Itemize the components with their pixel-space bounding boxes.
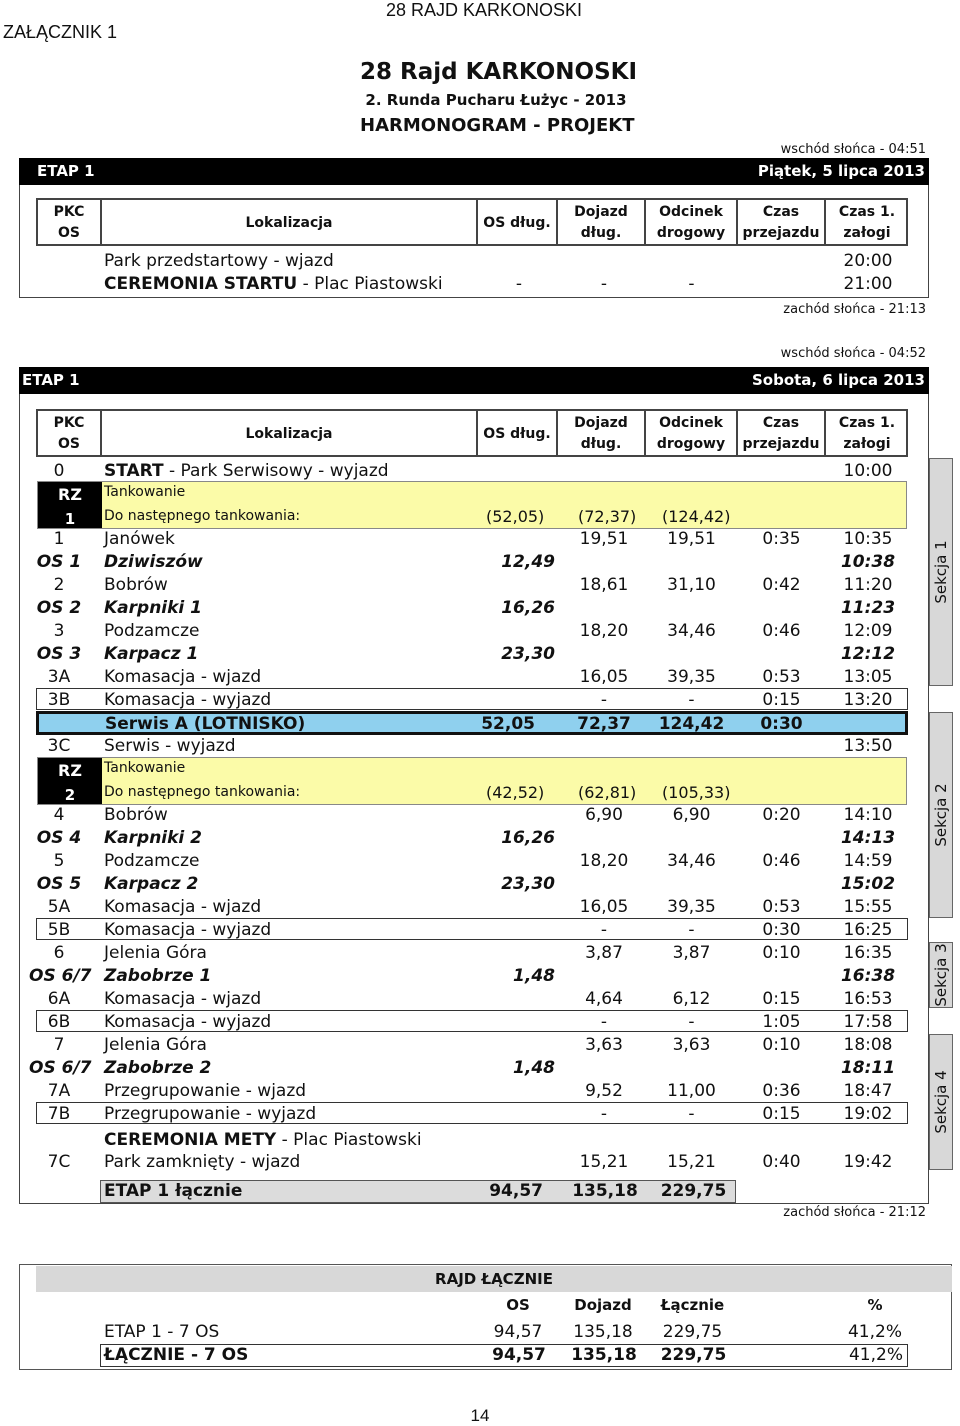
row-time: 19:02 xyxy=(843,1104,893,1124)
summary-header xyxy=(0,1296,960,1318)
row-pkc: 3C xyxy=(47,736,71,756)
col-location: Lokalizacja xyxy=(245,215,333,231)
refuel-zone-2 xyxy=(37,757,907,805)
special-stage-row xyxy=(19,596,929,619)
table-row xyxy=(19,803,929,826)
row-travel-time: 0:15 xyxy=(762,989,801,1009)
row-location: Komasacja - wyjazd xyxy=(104,690,272,710)
row-pkc: 7 xyxy=(53,1035,65,1055)
row-odcinek: 15,21 xyxy=(667,1152,716,1172)
row-pkc: OS 1 xyxy=(36,552,82,572)
col-odcinek-2: drogowy xyxy=(656,436,726,452)
row-odcinek: 34,46 xyxy=(667,851,716,871)
row-pkc: 3A xyxy=(47,667,71,687)
special-stage-row xyxy=(19,964,929,987)
section-tab-1: Sekcja 1 xyxy=(929,458,953,686)
refuel-os: (52,05) xyxy=(486,507,545,526)
col-czas1-2: załogi xyxy=(843,436,891,452)
col-os-length: OS dług. xyxy=(483,215,551,231)
row-location: Dziwiszów xyxy=(104,552,203,572)
start-row xyxy=(19,459,929,482)
summary-row xyxy=(0,1322,960,1344)
row-pkc: OS 2 xyxy=(36,598,82,618)
table-row xyxy=(19,1079,929,1102)
summary-row-os: 94,57 xyxy=(493,1322,543,1342)
col-czas1: Czas 1. xyxy=(838,415,896,431)
total-label: ETAP 1 łącznie xyxy=(104,1181,243,1201)
row-pkc: 5A xyxy=(47,897,71,917)
row-odcinek: 6,90 xyxy=(672,805,711,825)
row-location: Jelenia Góra xyxy=(104,1035,207,1055)
row-time: 18:47 xyxy=(843,1081,893,1101)
row-location: Bobrów xyxy=(104,575,168,595)
row-pkc: 2 xyxy=(53,575,65,595)
col-czas1: Czas 1. xyxy=(838,204,896,220)
row-time: 18:11 xyxy=(840,1058,896,1078)
row-location: Komasacja - wyjazd xyxy=(104,920,272,940)
col-czas-2: przejazdu xyxy=(742,225,820,241)
service-os: 52,05 xyxy=(481,714,535,734)
row-time: 14:10 xyxy=(843,805,893,825)
etap-total-row xyxy=(100,1180,736,1203)
row-location: Komasacja - wjazd xyxy=(104,667,262,687)
row-location: Komasacja - wjazd xyxy=(104,897,262,917)
row-location: Serwis - wyjazd xyxy=(104,736,236,756)
document-type: HARMONOGRAM - PROJEKT xyxy=(360,115,635,136)
row-time: 11:20 xyxy=(843,575,893,595)
row-time: 16:53 xyxy=(843,989,893,1009)
row-dojazd: 18,61 xyxy=(579,575,629,595)
row-time: 19:42 xyxy=(843,1152,893,1172)
total-odcinek: 229,75 xyxy=(660,1181,727,1201)
section-tab-2: Sekcja 2 xyxy=(929,712,953,918)
row-os: 12,49 xyxy=(501,552,555,572)
table-row xyxy=(19,249,929,272)
refuel-badge: RZ 1 xyxy=(38,482,102,528)
row-time: 18:08 xyxy=(843,1035,893,1055)
row-dojazd: 3,87 xyxy=(585,943,623,963)
col-os: OS xyxy=(58,225,80,241)
row-odcinek: 39,35 xyxy=(667,667,716,687)
table-row xyxy=(19,849,929,872)
row-pkc: 6 xyxy=(53,943,65,963)
column-header-day2 xyxy=(36,409,908,457)
row-odcinek: 19,51 xyxy=(667,529,716,549)
row-travel-time: 0:10 xyxy=(762,1035,801,1055)
table-row xyxy=(19,1033,929,1056)
row-location: CEREMONIA STARTU - Plac Piastowski xyxy=(104,274,443,294)
row-os: 16,26 xyxy=(501,598,555,618)
row-odcinek: 39,35 xyxy=(667,897,716,917)
row-time: 15:02 xyxy=(840,874,896,894)
col-odcinek: Odcinek xyxy=(659,415,723,431)
service-row xyxy=(36,711,908,735)
summary-row-label: ETAP 1 - 7 OS xyxy=(104,1322,220,1342)
table-row xyxy=(19,918,929,941)
row-os: 23,30 xyxy=(501,644,555,664)
sunrise-day1: wschód słońca - 04:51 xyxy=(780,142,926,157)
row-time: 21:00 xyxy=(843,274,893,294)
row-travel-time: 0:15 xyxy=(762,690,801,710)
table-row xyxy=(19,1150,929,1173)
row-time: 10:00 xyxy=(843,461,893,481)
row-time: 12:09 xyxy=(843,621,893,641)
page-title: 28 Rajd KARKONOSKI xyxy=(360,59,638,85)
special-stage-row xyxy=(19,826,929,849)
row-odcinek: - xyxy=(688,920,695,940)
table-row xyxy=(19,527,929,550)
col-czas1-2: załogi xyxy=(843,225,891,241)
row-pkc: OS 6/7 xyxy=(29,1058,92,1078)
row-travel-time: 0:53 xyxy=(762,667,801,687)
row-travel-time: 0:35 xyxy=(762,529,801,549)
section-tab-3: Sekcja 3 xyxy=(929,942,953,1008)
etap-bar-day1 xyxy=(19,158,929,185)
sunset-day2: zachód słońca - 21:12 xyxy=(783,1205,926,1220)
etap-date: Sobota, 6 lipca 2013 xyxy=(751,371,925,389)
summary-col-total: Łącznie xyxy=(660,1296,725,1314)
row-os: 1,48 xyxy=(513,966,555,986)
summary-row-os: 94,57 xyxy=(492,1345,546,1365)
row-pkc: 6B xyxy=(47,1012,71,1032)
row-travel-time: 0:15 xyxy=(762,1104,801,1124)
row-odcinek: 11,00 xyxy=(667,1081,716,1101)
col-czas-2: przejazdu xyxy=(742,436,820,452)
row-os: 23,30 xyxy=(501,874,555,894)
row-pkc: OS 3 xyxy=(36,644,82,664)
row-time: 10:38 xyxy=(840,552,896,572)
row-time: 13:05 xyxy=(843,667,893,687)
row-dojazd: - xyxy=(600,690,608,710)
col-pkc: PKC xyxy=(53,415,85,431)
summary-title: RAJD ŁĄCZNIE xyxy=(435,1270,553,1288)
row-location: Bobrów xyxy=(104,805,168,825)
table-row xyxy=(19,987,929,1010)
summary-col-pct: % xyxy=(867,1296,883,1314)
row-odcinek: - xyxy=(688,1104,695,1124)
refuel-odcinek: (124,42) xyxy=(662,507,731,526)
summary-row-total: 229,75 xyxy=(660,1345,727,1365)
row-odcinek: 31,10 xyxy=(667,575,716,595)
row-time: 16:38 xyxy=(840,966,896,986)
page-subtitle: 2. Runda Pucharu Łużyc - 2013 xyxy=(365,91,627,109)
row-dojazd: 19,51 xyxy=(579,529,629,549)
finish-ceremony-row xyxy=(19,1128,929,1151)
table-row xyxy=(19,1102,929,1125)
row-pkc: OS 5 xyxy=(36,874,82,894)
row-dojazd: 9,52 xyxy=(585,1081,623,1101)
table-row xyxy=(19,619,929,642)
page-number: 14 xyxy=(470,1406,490,1425)
summary-col-os: OS xyxy=(506,1296,530,1314)
row-odcinek: 3,87 xyxy=(672,943,711,963)
table-row xyxy=(19,734,929,757)
row-location: Jelenia Góra xyxy=(104,943,207,963)
row-location: Karpniki 2 xyxy=(104,828,203,848)
col-czas: Czas xyxy=(762,415,800,431)
row-time: 12:12 xyxy=(840,644,896,664)
row-dojazd: 18,20 xyxy=(579,621,629,641)
summary-row-dojazd: 135,18 xyxy=(571,1345,637,1365)
row-time: 14:13 xyxy=(840,828,896,848)
row-time: 20:00 xyxy=(843,251,893,271)
refuel-dojazd: (62,81) xyxy=(578,783,637,802)
row-time: 17:58 xyxy=(843,1012,893,1032)
row-pkc: 7A xyxy=(47,1081,71,1101)
col-dojazd-2: dług. xyxy=(580,436,622,452)
row-odcinek: - xyxy=(688,690,695,710)
total-os: 94,57 xyxy=(489,1181,543,1201)
row-time: 16:35 xyxy=(843,943,893,963)
row-os: 1,48 xyxy=(513,1058,555,1078)
row-time: 13:20 xyxy=(843,690,893,710)
summary-title-bar xyxy=(36,1266,952,1292)
row-time: 14:59 xyxy=(843,851,893,871)
summary-total-row xyxy=(100,1344,908,1367)
etap-bar-day2 xyxy=(19,367,929,394)
row-time: 13:50 xyxy=(843,736,893,756)
row-time: 15:55 xyxy=(843,897,893,917)
row-travel-time: 0:46 xyxy=(762,621,801,641)
row-os: 16,26 xyxy=(501,828,555,848)
row-travel-time: 1:05 xyxy=(762,1012,801,1032)
refuel-next: Do następnego tankowania: xyxy=(104,784,301,800)
etap-label: ETAP 1 xyxy=(37,162,95,180)
row-travel-time: 0:20 xyxy=(762,805,801,825)
row-dojazd: - xyxy=(600,1012,608,1032)
appendix-label: ZAŁĄCZNIK 1 xyxy=(3,22,118,42)
row-location: Zabobrze 1 xyxy=(104,966,212,986)
row-time: 11:23 xyxy=(840,598,896,618)
special-stage-row xyxy=(19,642,929,665)
col-os-length: OS dług. xyxy=(483,426,551,442)
table-row xyxy=(19,272,929,295)
refuel-os: (42,52) xyxy=(486,783,545,802)
etap-label: ETAP 1 xyxy=(22,371,80,389)
refuel-dojazd: (72,37) xyxy=(578,507,637,526)
row-location: Podzamcze xyxy=(104,851,200,871)
row-dojazd: 16,05 xyxy=(579,897,629,917)
row-pkc: OS 6/7 xyxy=(29,966,92,986)
row-location: Przegrupowanie - wyjazd xyxy=(104,1104,317,1124)
row-odcinek: - xyxy=(688,274,695,294)
row-dojazd: 3,63 xyxy=(585,1035,623,1055)
refuel-next: Do następnego tankowania: xyxy=(104,508,301,524)
row-location: Przegrupowanie - wjazd xyxy=(104,1081,307,1101)
row-dojazd: 16,05 xyxy=(579,667,629,687)
row-pkc: 5 xyxy=(53,851,65,871)
col-location: Lokalizacja xyxy=(245,426,333,442)
col-dojazd: Dojazd xyxy=(574,415,628,431)
sunset-day1: zachód słońca - 21:13 xyxy=(783,302,926,317)
refuel-title: Tankowanie xyxy=(104,484,186,500)
summary-col-dojazd: Dojazd xyxy=(574,1296,632,1314)
table-row xyxy=(19,895,929,918)
row-dojazd: 18,20 xyxy=(579,851,629,871)
row-location: Podzamcze xyxy=(104,621,200,641)
refuel-zone-1 xyxy=(37,481,907,529)
row-odcinek: 34,46 xyxy=(667,621,716,641)
refuel-badge: RZ 2 xyxy=(38,758,102,804)
summary-row-dojazd: 135,18 xyxy=(573,1322,633,1342)
row-os: - xyxy=(515,274,523,294)
row-dojazd: - xyxy=(600,1104,608,1124)
special-stage-row xyxy=(19,550,929,573)
row-pkc: 6A xyxy=(47,989,71,1009)
refuel-title: Tankowanie xyxy=(104,760,186,776)
row-location: Zabobrze 2 xyxy=(104,1058,212,1078)
row-dojazd: 4,64 xyxy=(585,989,623,1009)
section-tab-4: Sekcja 4 xyxy=(929,1034,953,1170)
row-odcinek: 3,63 xyxy=(672,1035,711,1055)
row-pkc: OS 4 xyxy=(36,828,82,848)
row-location: Komasacja - wjazd xyxy=(104,989,262,1009)
row-dojazd: 6,90 xyxy=(585,805,623,825)
row-location: START - Park Serwisowy - wyjazd xyxy=(104,461,389,481)
row-location: Park zamknięty - wjazd xyxy=(104,1152,301,1172)
row-travel-time: 0:40 xyxy=(762,1152,801,1172)
row-odcinek: 6,12 xyxy=(672,989,711,1009)
table-row xyxy=(19,573,929,596)
summary-row-pct: 41,2% xyxy=(848,1345,903,1365)
row-location: Komasacja - wyjazd xyxy=(104,1012,272,1032)
column-header-day1 xyxy=(36,198,908,246)
row-pkc: 0 xyxy=(53,461,65,481)
col-czas: Czas xyxy=(762,204,800,220)
etap-date: Piątek, 5 lipca 2013 xyxy=(757,162,925,180)
event-label: 28 RAJD KARKONOSKI xyxy=(386,0,583,20)
col-odcinek-2: drogowy xyxy=(656,225,726,241)
service-odcinek: 124,42 xyxy=(658,714,725,734)
col-dojazd-2: dług. xyxy=(580,225,622,241)
row-odcinek: - xyxy=(688,1012,695,1032)
row-pkc: 1 xyxy=(53,529,65,549)
row-pkc: 5B xyxy=(47,920,71,940)
summary-row-label: ŁĄCZNIE - 7 OS xyxy=(104,1345,249,1365)
col-dojazd: Dojazd xyxy=(574,204,628,220)
row-dojazd: - xyxy=(600,920,608,940)
special-stage-row xyxy=(19,1056,929,1079)
col-os: OS xyxy=(58,436,80,452)
row-travel-time: 0:30 xyxy=(762,920,801,940)
table-row xyxy=(19,941,929,964)
row-location: Janówek xyxy=(104,529,175,549)
summary-row-total: 229,75 xyxy=(662,1322,723,1342)
col-pkc: PKC xyxy=(53,204,85,220)
row-travel-time: 0:46 xyxy=(762,851,801,871)
sunrise-day2: wschód słońca - 04:52 xyxy=(780,346,926,361)
row-travel-time: 0:10 xyxy=(762,943,801,963)
service-time: 0:30 xyxy=(760,714,803,734)
row-travel-time: 0:53 xyxy=(762,897,801,917)
row-pkc: 7B xyxy=(47,1104,71,1124)
table-row xyxy=(19,688,929,711)
row-location: Park przedstartowy - wjazd xyxy=(104,251,334,271)
total-dojazd: 135,18 xyxy=(572,1181,638,1201)
special-stage-row xyxy=(19,872,929,895)
row-travel-time: 0:36 xyxy=(762,1081,801,1101)
row-location: Karpacz 1 xyxy=(104,644,199,664)
row-location: Karpacz 2 xyxy=(104,874,199,894)
row-pkc: 3B xyxy=(47,690,71,710)
service-dojazd: 72,37 xyxy=(577,714,631,734)
row-location: Karpniki 1 xyxy=(104,598,203,618)
row-dojazd: - xyxy=(600,274,608,294)
row-pkc: 4 xyxy=(53,805,65,825)
row-pkc: 7C xyxy=(47,1152,71,1172)
row-travel-time: 0:42 xyxy=(762,575,801,595)
table-row xyxy=(19,1010,929,1033)
summary-row-pct: 41,2% xyxy=(847,1322,902,1342)
table-row xyxy=(19,665,929,688)
row-dojazd: 15,21 xyxy=(579,1152,629,1172)
col-odcinek: Odcinek xyxy=(659,204,723,220)
row-location: CEREMONIA METY - Plac Piastowski xyxy=(104,1130,422,1150)
row-pkc: 3 xyxy=(53,621,65,641)
refuel-odcinek: (105,33) xyxy=(662,783,731,802)
row-time: 16:25 xyxy=(843,920,893,940)
row-time: 10:35 xyxy=(843,529,893,549)
service-location: Serwis A (LOTNISKO) xyxy=(105,714,306,734)
